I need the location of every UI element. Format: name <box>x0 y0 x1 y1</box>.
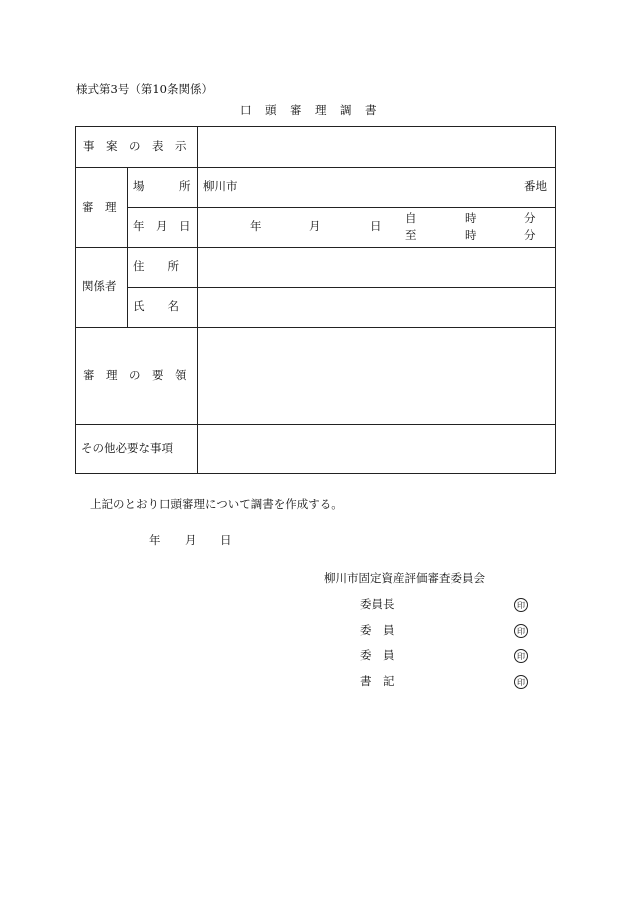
place-value: 柳川市 <box>203 179 238 193</box>
role-chair: 委員長 <box>360 597 395 611</box>
seal-icon: 印 <box>514 624 528 638</box>
parties-label: 関係者 <box>82 279 117 293</box>
time-from-label: 自 <box>405 211 417 225</box>
time-to-minute: 分 <box>524 228 536 242</box>
hearing-record-table <box>75 126 556 474</box>
date-label: 年 月 日 <box>133 219 191 233</box>
case-label: 事 案 の 表 示 <box>83 139 187 153</box>
signing-day: 日 <box>220 533 232 547</box>
table-divider <box>76 247 555 248</box>
place-label: 場 所 <box>133 179 191 193</box>
seal-icon: 印 <box>514 675 528 689</box>
form-number: 様式第3号（第10条関係） <box>76 82 213 96</box>
hearing-label: 審 理 <box>82 200 117 214</box>
role-secretary: 書 記 <box>360 674 395 688</box>
table-divider <box>76 424 555 425</box>
time-to-hour: 時 <box>465 228 477 242</box>
document-title: 口 頭 審 理 調 書 <box>240 103 378 117</box>
time-from-hour: 時 <box>465 211 477 225</box>
place-suffix: 番地 <box>524 179 547 193</box>
time-from-minute: 分 <box>524 211 536 225</box>
role-member: 委 員 <box>360 648 395 662</box>
summary-label: 審 理 の 要 領 <box>83 368 187 382</box>
role-member: 委 員 <box>360 623 395 637</box>
address-label: 住 所 <box>133 259 179 273</box>
table-divider <box>76 167 555 168</box>
seal-icon: 印 <box>514 598 528 612</box>
other-matters-label: その他必要な事項 <box>81 441 173 455</box>
date-year: 年 <box>250 219 262 233</box>
table-divider <box>127 207 555 208</box>
statement: 上記のとおり口頭審理について調書を作成する。 <box>90 497 343 511</box>
seal-icon: 印 <box>514 649 528 663</box>
time-to-label: 至 <box>405 228 417 242</box>
date-month: 月 <box>309 219 321 233</box>
table-divider <box>76 327 555 328</box>
table-divider <box>197 127 198 473</box>
date-day: 日 <box>370 219 382 233</box>
name-label: 氏 名 <box>133 299 179 313</box>
signing-year: 年 <box>149 533 161 547</box>
committee-name: 柳川市固定資産評価審査委員会 <box>324 571 485 585</box>
signing-month: 月 <box>185 533 197 547</box>
table-divider <box>127 287 555 288</box>
